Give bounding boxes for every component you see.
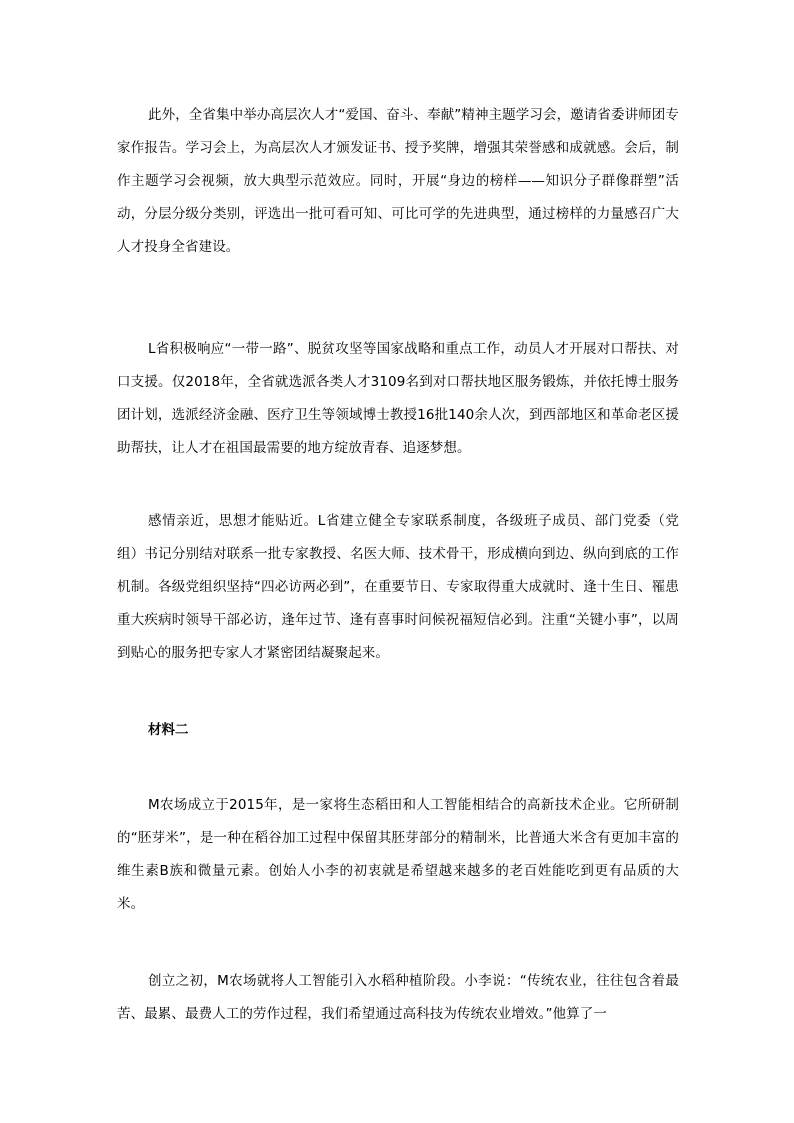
paragraph-m-farm-ai: 创立之初，M农场就将人工智能引入水稻种植阶段。小李说：“传统农业，往往包含着最苦、最累、最费人工的劳作过程，我们希望通过高科技为传统农业增效。”他算了一 (117, 973, 679, 1022)
paragraph-m-farm-intro: M农场成立于2015年，是一家将生态稻田和人工智能相结合的高新技术企业。它所研制的“胚芽米”，是一种在稻谷加工过程中保留其胚芽部分的精制米，比普通大米含有更加丰富的维生素B族和微量元素。创始人小李的初衷就是希望越来越多的老百姓能吃到更有品质的大米。 (117, 797, 679, 912)
paragraph-expert-contact-system: 感情亲近，思想才能贴近。L省建立健全专家联系制度，各级班子成员、部门党委（党组）书记分别结对联系一批专家教授、名医大师、技术骨干，形成横向到边、纵向到底的工作机制。各级党组织坚持“四必访两必到”，在重要节日、专家取得重大成就时、逢十生日、罹患重大疾病时领导干部必访，逢年过节、逢有喜事时问候祝福短信必到。注重“关键小事”，以周到贴心的服务把专家人才紧密团结凝聚起来。 (117, 513, 679, 661)
paragraph-talent-assistance: L省积极响应“一带一路”、脱贫攻坚等国家战略和重点工作，动员人才开展对口帮扶、对口支援。仅2018年，全省就选派各类人才3109名到对口帮扶地区服务锻炼，并依托博士服务团计划，选派经济金融、医疗卫生等领域博士教授16批140余人次，到西部地区和革命老区援助帮扶，让人才在祖国最需要的地方绽放青春、追逐梦想。 (117, 341, 679, 456)
section-heading: 材料二 (148, 722, 189, 738)
paragraph-talent-study-meeting: 此外，全省集中举办高层次人才“爱国、奋斗、奉献”精神主题学习会，邀请省委讲师团专家作报告。学习会上，为高层次人才颁发证书、授予奖牌，增强其荣誉感和成就感。会后，制作主题学习会视频，放大典型示范效应。同时，开展“身边的榜样——知识分子群像群塑”活动，分层分级分类别，评选出一批可看可知、可比可学的先进典型，通过榜样的力量感召广大人才投身全省建设。 (117, 107, 679, 255)
